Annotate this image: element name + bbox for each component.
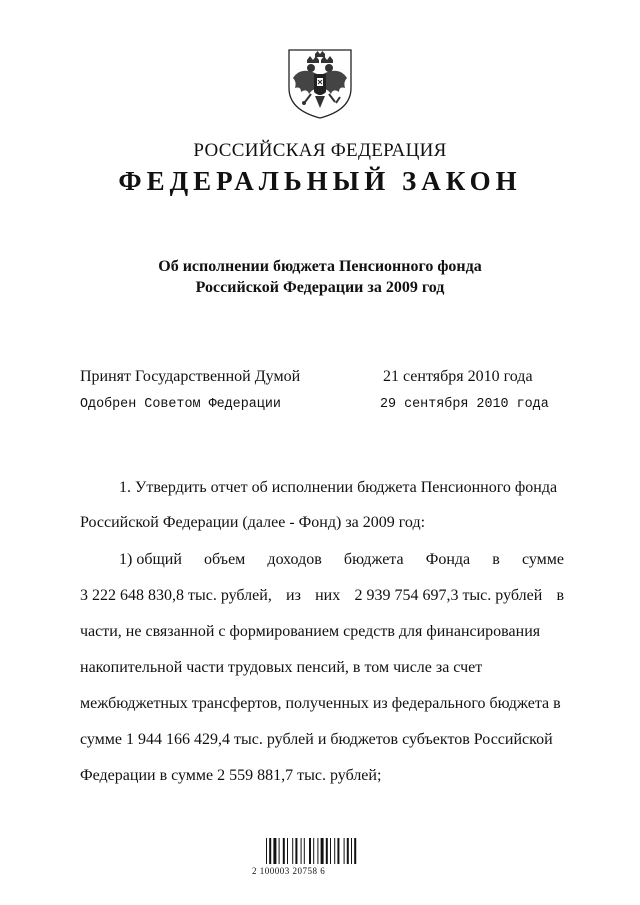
paragraph-line: 1. Утвердить отчет об исполнении бюджета Пенсионного фонда (119, 479, 558, 496)
country-heading: РОССИЙСКАЯ ФЕДЕРАЦИЯ (193, 140, 447, 161)
word: бюджета (343, 551, 404, 568)
paragraph-line (80, 587, 564, 605)
paragraph-line: межбюджетных трансфертов, полученных из федерального бюджета в (80, 695, 561, 712)
law-title-line: Российской Федерации за 2009 год (195, 279, 445, 296)
word: сумме (521, 551, 564, 568)
coat-of-arms-icon (287, 48, 353, 120)
council-approval-label: Одобрен Советом Федерации (80, 397, 281, 412)
barcode-icon (252, 828, 372, 890)
word: в (492, 551, 500, 568)
law-title (0, 256, 640, 298)
barcode-number: 2 100003 20758 6 (252, 866, 326, 876)
word: них (315, 587, 341, 604)
paragraph-line: накопительной части трудовых пенсий, в том числе за счет (80, 659, 483, 676)
council-approval-date: 29 сентября 2010 года (380, 397, 549, 412)
word: из (286, 587, 301, 604)
duma-adoption-label: Принят Государственной Думой (80, 368, 301, 385)
word: Фонда (425, 551, 471, 568)
word: доходов (267, 551, 322, 568)
word: 1) общий (119, 551, 182, 568)
word: 2 939 754 697,3 тыс. рублей (354, 587, 543, 604)
law-title-line: Об исполнении бюджета Пенсионного фонда (158, 258, 482, 275)
word: объем (204, 551, 246, 568)
paragraph-line: Федерации в сумме 2 559 881,7 тыс. рублей; (80, 767, 382, 784)
paragraph-line: сумме 1 944 166 429,4 тыс. рублей и бюджетов субъектов Российской (80, 731, 553, 748)
paragraph-line (119, 551, 564, 569)
word: 3 222 648 830,8 тыс. рублей, (80, 587, 272, 604)
paragraph-line: Российской Федерации (далее - Фонд) за 2009 год: (80, 514, 426, 531)
paragraph-line: части, не связанной с формированием средств для финансирования (80, 623, 541, 640)
duma-adoption-date: 21 сентября 2010 года (383, 368, 533, 385)
law-type-heading: ФЕДЕРАЛЬНЫЙ ЗАКОН (118, 166, 522, 196)
word: в (556, 587, 565, 604)
